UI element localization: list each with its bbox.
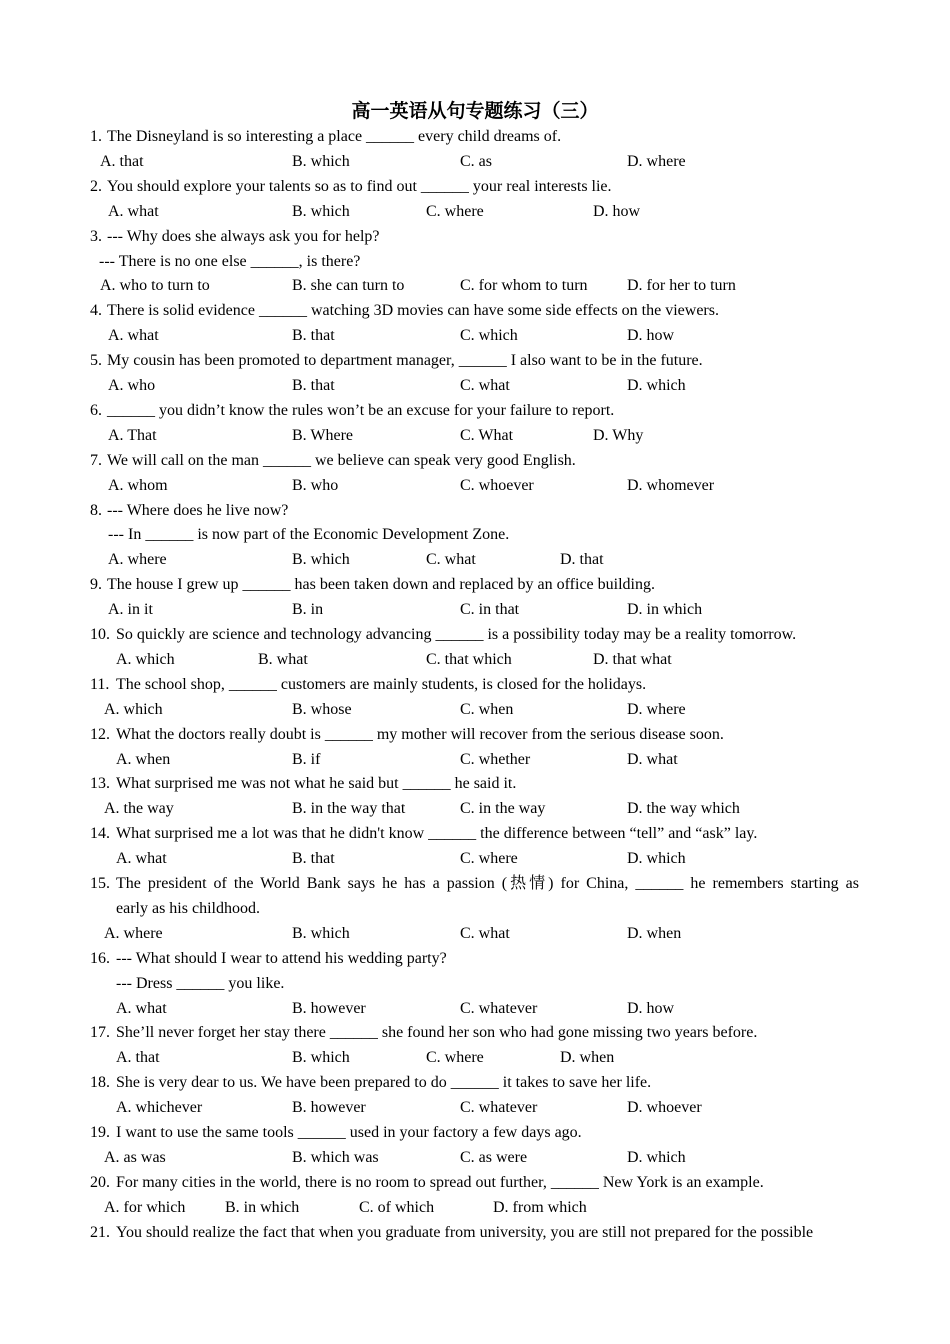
option-c: C. whatever xyxy=(460,1099,538,1117)
option-d: D. how xyxy=(627,999,675,1017)
option-b: B. which was xyxy=(292,1148,379,1166)
question-11 xyxy=(0,672,950,697)
option-c: C. what xyxy=(460,924,510,942)
question-20 xyxy=(0,1170,950,1195)
option-d: D. which xyxy=(627,1148,686,1166)
option-b: B. who xyxy=(292,476,339,494)
question-text: We will call on the man ______ we believe can speak very good English. xyxy=(107,451,576,469)
option-a: A. who xyxy=(108,377,156,394)
question-15-options xyxy=(0,921,950,946)
option-b: B. however xyxy=(292,1099,366,1117)
question-number: 16. xyxy=(90,949,110,967)
question-number: 5. xyxy=(90,352,102,370)
option-d: D. what xyxy=(627,750,678,768)
option-c: C. that which xyxy=(426,650,512,668)
option-a: A. what xyxy=(116,850,167,868)
option-a: A. the way xyxy=(104,800,174,818)
question-text: ______ you didn’t know the rules won’t be an excuse for your failure to report. xyxy=(107,401,615,419)
option-d: D. how xyxy=(593,202,641,220)
question-text: I want to use the same tools ______ used in your factory a few days ago. xyxy=(116,1124,582,1141)
option-a: A. when xyxy=(116,750,171,768)
question-17-options xyxy=(0,1045,950,1070)
question-7-options xyxy=(0,473,950,498)
question-text: What surprised me was not what he said but ______ he said it. xyxy=(116,775,517,793)
question-9-options xyxy=(0,597,950,622)
question-text: My cousin has been promoted to department manager, ______ I also want to be in the future. xyxy=(107,352,703,370)
option-c: C. what xyxy=(460,377,510,394)
option-a: A. where xyxy=(104,924,163,942)
question-number: 19. xyxy=(90,1124,110,1141)
question-1 xyxy=(0,124,950,149)
question-text: --- What should I wear to attend his wedding party? xyxy=(116,949,447,967)
question-text: The president of the World Bank says he has a passion (热情) for China, ______ he remembers starting as xyxy=(116,875,859,892)
option-c: C. whatever xyxy=(460,999,538,1017)
question-3-options xyxy=(0,273,950,298)
option-d: D. the way which xyxy=(627,800,740,818)
option-a: A. whom xyxy=(108,476,168,494)
option-c: C. as xyxy=(460,152,492,170)
option-a: A. what xyxy=(108,327,159,345)
option-a: A. what xyxy=(108,202,159,220)
question-20-options xyxy=(0,1195,950,1220)
option-d: D. in which xyxy=(627,601,703,619)
question-text: She’ll never forget her stay there ______ she found her son who had gone missing two years before. xyxy=(116,1024,758,1042)
option-c: C. as were xyxy=(460,1148,528,1166)
question-text-continued: --- There is no one else ______, is there? xyxy=(99,252,361,270)
option-c: C. what xyxy=(426,551,476,569)
option-a: A. where xyxy=(108,551,167,569)
option-b: B. in xyxy=(292,601,324,619)
option-a: A. that xyxy=(100,152,144,170)
page-title: 高一英语从句专题练习（三） xyxy=(351,100,599,122)
option-b: B. which xyxy=(292,924,350,942)
option-b: B. if xyxy=(292,750,321,768)
option-d: D. when xyxy=(627,924,682,942)
option-b: B. which xyxy=(292,551,350,569)
question-15 xyxy=(0,871,950,896)
question-10 xyxy=(0,622,950,647)
question-19-options xyxy=(0,1145,950,1170)
question-number: 8. xyxy=(90,501,102,519)
option-d: D. whomever xyxy=(627,476,715,494)
option-b: B. which xyxy=(292,1049,350,1067)
option-d: D. which xyxy=(627,377,686,394)
question-text: For many cities in the world, there is no room to spread out further, ______ New York is an example. xyxy=(116,1173,764,1191)
option-b: B. in which xyxy=(225,1198,300,1216)
question-text: You should realize the fact that when you graduate from university, you are still not prepared for the possible xyxy=(116,1223,814,1241)
question-10-options xyxy=(0,647,950,672)
question-text: What surprised me a lot was that he didn't know ______ the difference between “tell” and “ask” lay. xyxy=(116,825,758,843)
option-d: D. whoever xyxy=(627,1099,702,1117)
question-number: 11. xyxy=(90,675,110,693)
question-14-options xyxy=(0,846,950,871)
question-7 xyxy=(0,448,950,473)
question-text: So quickly are science and technology advancing ______ is a possibility today may be a reality tomorrow. xyxy=(116,626,797,643)
question-16-continuation xyxy=(0,971,950,996)
option-d: D. that xyxy=(560,551,604,569)
question-number: 17. xyxy=(90,1024,110,1042)
question-number: 14. xyxy=(90,825,110,843)
question-number: 6. xyxy=(90,401,102,419)
option-b: B. that xyxy=(292,377,335,394)
option-c: C. when xyxy=(460,700,514,718)
question-9 xyxy=(0,572,950,597)
question-text: --- Where does he live now? xyxy=(107,501,289,519)
option-b: B. in the way that xyxy=(292,800,406,818)
question-number: 1. xyxy=(90,128,102,145)
option-c: C. for whom to turn xyxy=(460,277,588,295)
question-number: 2. xyxy=(90,177,102,195)
option-b: B. Where xyxy=(292,426,354,444)
option-c: C. of which xyxy=(359,1198,435,1216)
question-15-continuation xyxy=(0,896,950,921)
option-b: B. however xyxy=(292,999,366,1017)
question-6 xyxy=(0,398,950,423)
question-number: 18. xyxy=(90,1074,110,1092)
question-2-options xyxy=(0,199,950,224)
option-d: D. which xyxy=(627,850,686,868)
option-b: B. what xyxy=(258,650,308,668)
option-c: C. whether xyxy=(460,750,531,768)
question-8-options xyxy=(0,547,950,572)
option-b: B. which xyxy=(292,152,350,170)
question-5 xyxy=(0,348,950,373)
option-c: C. where xyxy=(460,850,518,868)
question-11-options xyxy=(0,697,950,722)
option-c: C. in the way xyxy=(460,800,546,818)
question-3 xyxy=(0,224,950,249)
option-a: A. That xyxy=(108,426,157,444)
question-number: 21. xyxy=(90,1223,110,1241)
question-number: 15. xyxy=(90,875,110,892)
option-a: A. what xyxy=(116,999,167,1017)
question-number: 3. xyxy=(90,227,102,245)
option-d: D. where xyxy=(627,152,686,170)
question-1-options xyxy=(0,149,950,174)
option-d: D. that what xyxy=(593,650,672,668)
option-d: D. when xyxy=(560,1049,615,1067)
question-16 xyxy=(0,946,950,971)
option-b: B. that xyxy=(292,850,335,868)
option-a: A. in it xyxy=(108,601,153,619)
question-text: --- Why does she always ask you for help? xyxy=(107,227,380,245)
question-text: You should explore your talents so as to find out ______ your real interests lie. xyxy=(107,177,612,195)
question-4-options xyxy=(0,323,950,348)
option-b: B. whose xyxy=(292,700,352,718)
question-text: The Disneyland is so interesting a place ______ every child dreams of. xyxy=(107,128,562,145)
question-14 xyxy=(0,821,950,846)
question-number: 12. xyxy=(90,725,110,743)
question-21 xyxy=(0,1220,950,1245)
question-text: The school shop, ______ customers are mainly students, is closed for the holidays. xyxy=(116,675,647,693)
option-d: D. where xyxy=(627,700,686,718)
question-12 xyxy=(0,722,950,747)
question-8 xyxy=(0,498,950,523)
option-c: C. where xyxy=(426,202,484,220)
question-number: 7. xyxy=(90,451,102,469)
option-d: D. how xyxy=(627,327,675,345)
question-18 xyxy=(0,1070,950,1095)
question-5-options xyxy=(0,373,950,398)
question-4 xyxy=(0,298,950,323)
option-c: C. which xyxy=(460,327,518,345)
option-c: C. where xyxy=(426,1049,484,1067)
option-b: B. that xyxy=(292,327,335,345)
option-c: C. whoever xyxy=(460,476,534,494)
question-19 xyxy=(0,1120,950,1145)
question-text-continued: --- In ______ is now part of the Economic Development Zone. xyxy=(108,526,510,544)
option-a: A. whichever xyxy=(116,1099,203,1117)
question-12-options xyxy=(0,747,950,772)
question-text: She is very dear to us. We have been prepared to do ______ it takes to save her life. xyxy=(116,1074,652,1092)
question-number: 20. xyxy=(90,1173,110,1191)
option-c: C. What xyxy=(460,426,514,444)
option-d: D. from which xyxy=(493,1198,587,1216)
option-b: B. which xyxy=(292,202,350,220)
question-number: 4. xyxy=(90,302,102,320)
question-text-continued: --- Dress ______ you like. xyxy=(116,974,285,992)
option-d: D. for her to turn xyxy=(627,277,736,295)
question-text: What the doctors really doubt is ______ my mother will recover from the serious disease soon. xyxy=(116,725,724,743)
option-a: A. as was xyxy=(104,1148,166,1166)
option-d: D. Why xyxy=(593,426,644,444)
question-number: 13. xyxy=(90,775,110,793)
question-2 xyxy=(0,174,950,199)
option-a: A. who to turn to xyxy=(100,277,210,295)
question-6-options xyxy=(0,423,950,448)
option-c: C. in that xyxy=(460,601,520,619)
question-3-continuation xyxy=(0,249,950,274)
option-a: A. which xyxy=(104,700,163,718)
option-a: A. that xyxy=(116,1049,160,1067)
question-18-options xyxy=(0,1095,950,1120)
question-13 xyxy=(0,771,950,796)
question-text: There is solid evidence ______ watching 3D movies can have some side effects on the viewers. xyxy=(107,302,719,320)
question-13-options xyxy=(0,796,950,821)
question-8-continuation xyxy=(0,522,950,547)
question-number: 9. xyxy=(90,576,102,594)
option-b: B. she can turn to xyxy=(292,277,405,295)
question-text-continued: early as his childhood. xyxy=(116,899,260,917)
question-number: 10. xyxy=(90,626,110,643)
question-16-options xyxy=(0,996,950,1021)
option-a: A. which xyxy=(116,650,175,668)
question-text: The house I grew up ______ has been taken down and replaced by an office building. xyxy=(107,576,655,594)
question-17 xyxy=(0,1020,950,1045)
option-a: A. for which xyxy=(104,1198,186,1216)
